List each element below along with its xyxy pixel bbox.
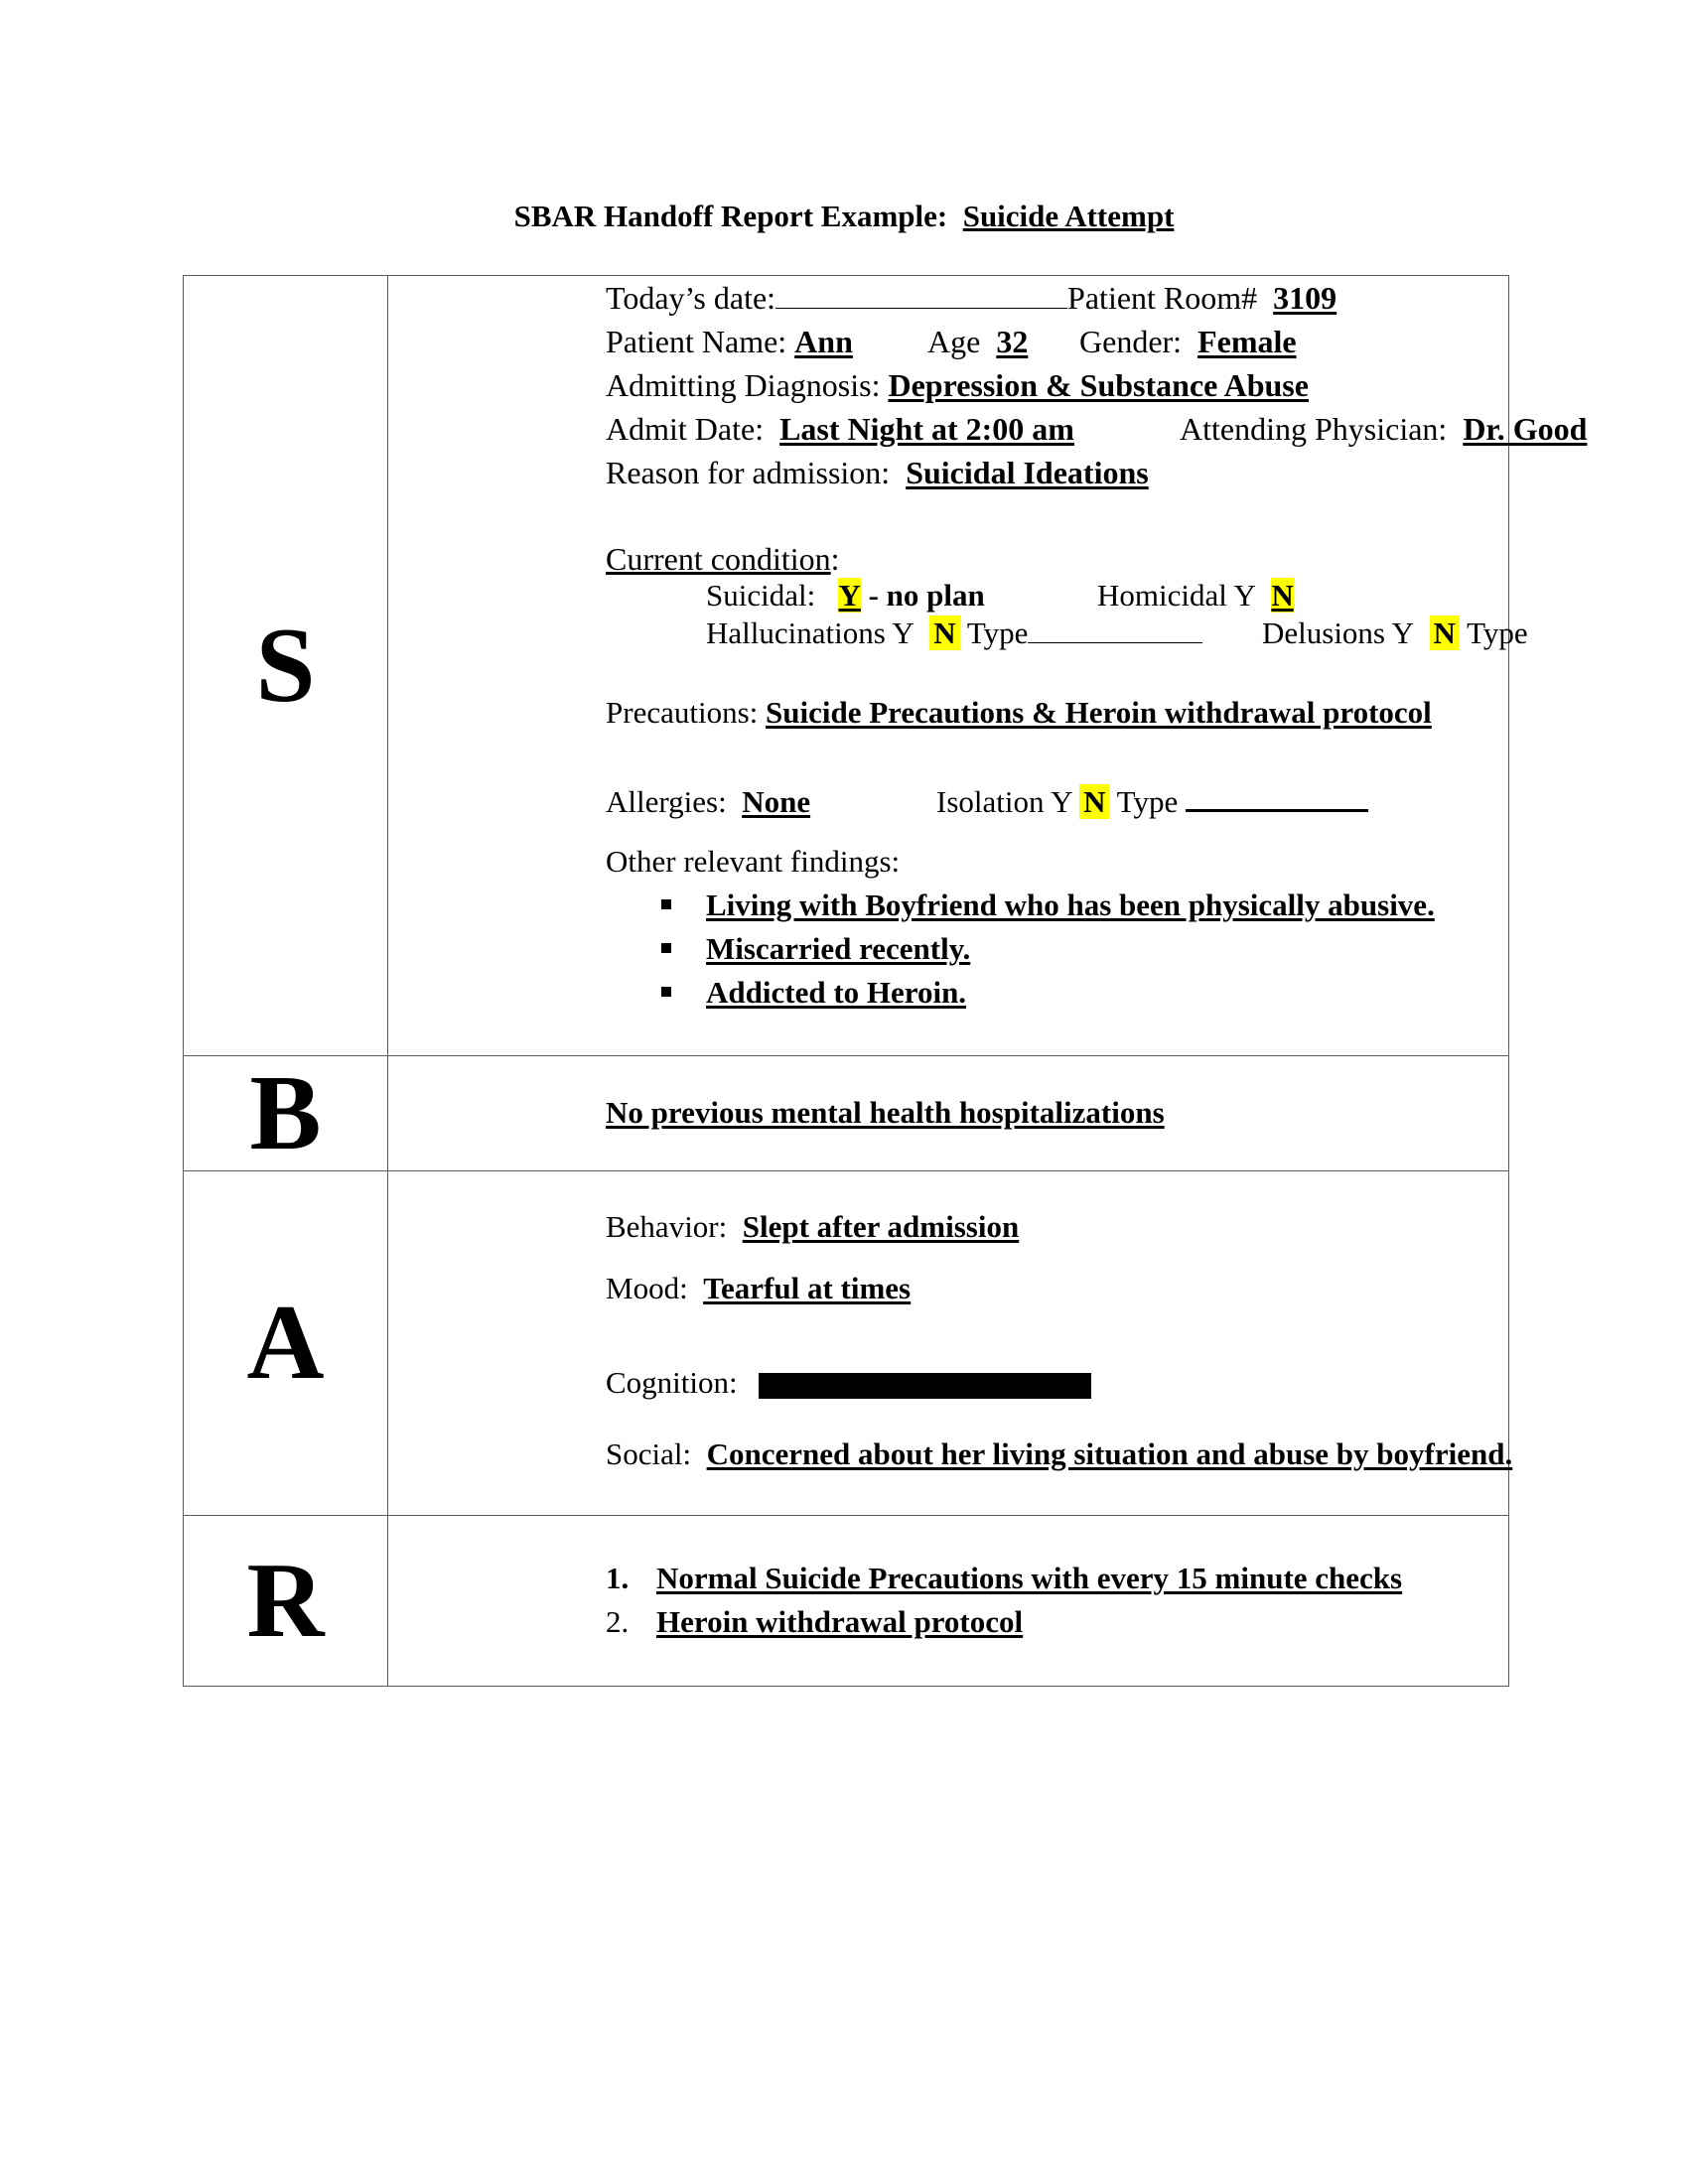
recommendation-text-1: Normal Suicide Precautions with every 15 minute checks	[656, 1561, 1403, 1595]
todays-date-field[interactable]	[775, 284, 1067, 309]
delusions-label: Delusions Y	[1262, 615, 1414, 650]
patient-name-line	[606, 322, 853, 361]
bullet-icon	[661, 943, 671, 953]
recommendation-num-1: 1.	[606, 1561, 630, 1595]
attending-physician-value: Dr. Good	[1463, 411, 1588, 447]
admit-date-value: Last Night at 2:00 am	[779, 411, 1074, 447]
patient-room-label: Patient Room#	[1067, 280, 1258, 316]
recommendation-text-2: Heroin withdrawal protocol	[656, 1604, 1024, 1639]
attending-physician-label: Attending Physician:	[1180, 411, 1448, 447]
age-value: 32	[996, 324, 1029, 359]
reason-label: Reason for admission:	[606, 455, 891, 490]
allergies-line	[606, 782, 810, 822]
title-topic: Suicide Attempt	[962, 199, 1175, 233]
hallucinations-line	[706, 614, 1202, 653]
assessment-content	[388, 1171, 1513, 1516]
admitting-diagnosis-line	[606, 365, 1309, 405]
patient-room-value: 3109	[1273, 280, 1337, 316]
background-letter: B	[184, 1056, 388, 1171]
background-row	[184, 1056, 1509, 1171]
situation-content	[388, 276, 1588, 1056]
homicidal-label: Homicidal Y	[1097, 578, 1256, 613]
reason-value: Suicidal Ideations	[906, 455, 1149, 490]
background-content	[388, 1056, 1509, 1171]
todays-date-label: Today’s date:	[606, 280, 776, 316]
admitting-diagnosis-label: Admitting Diagnosis:	[606, 367, 881, 403]
hallucinations-answer: N	[929, 615, 959, 650]
behavior-label: Behavior:	[606, 1209, 728, 1244]
isolation-label: Isolation Y	[936, 784, 1072, 819]
admit-date-label: Admit Date:	[606, 411, 765, 447]
finding-3: Addicted to Heroin.	[706, 975, 967, 1010]
finding-item	[706, 929, 970, 969]
current-condition-label: Current condition	[606, 541, 831, 577]
recommendation-item-text	[656, 1559, 1402, 1598]
document-title	[0, 195, 1688, 238]
situation-letter: S	[184, 276, 388, 1056]
cognition-line	[606, 1363, 1091, 1403]
allergies-label: Allergies:	[606, 784, 727, 819]
social-value: Concerned about her living situation and abuse by boyfriend.	[706, 1436, 1513, 1471]
delusions-answer: N	[1430, 615, 1460, 650]
title-prefix: SBAR Handoff Report Example:	[513, 199, 948, 233]
isolation-type-label: Type	[1116, 784, 1179, 819]
todays-date-line	[606, 278, 1336, 318]
behavior-value: Slept after admission	[742, 1209, 1020, 1244]
suicidal-answer: Y	[838, 578, 861, 613]
other-findings-label: Other relevant findings:	[606, 844, 901, 879]
admit-date-line	[606, 409, 1074, 449]
suicidal-label: Suicidal:	[706, 578, 816, 613]
recommendation-item	[606, 1602, 629, 1642]
social-line	[606, 1434, 1512, 1474]
reason-line	[606, 453, 1149, 492]
other-findings-line	[606, 842, 900, 882]
recommendation-item-text	[656, 1602, 1023, 1642]
delusions-type-label: Type	[1467, 615, 1528, 650]
gender-value: Female	[1197, 324, 1297, 359]
behavior-line	[606, 1207, 1019, 1247]
hallucinations-type-field[interactable]	[1028, 618, 1202, 643]
isolation-type-field[interactable]	[1186, 785, 1368, 812]
mood-label: Mood:	[606, 1271, 688, 1305]
isolation-answer: N	[1079, 784, 1109, 819]
finding-item	[706, 886, 1435, 925]
assessment-letter: A	[184, 1171, 388, 1516]
recommendation-content	[388, 1516, 1509, 1687]
age-line	[927, 322, 1028, 361]
situation-row	[184, 276, 1509, 1056]
delusions-line	[1262, 614, 1528, 653]
precautions-line	[606, 693, 1432, 733]
social-label: Social:	[606, 1436, 692, 1471]
cognition-label: Cognition:	[606, 1365, 738, 1400]
recommendation-num-2: 2.	[606, 1604, 630, 1639]
recommendation-row	[184, 1516, 1509, 1687]
current-condition-line: Current condition:	[606, 541, 840, 577]
gender-label: Gender:	[1079, 324, 1183, 359]
assessment-row	[184, 1171, 1509, 1516]
hallucinations-label: Hallucinations Y	[706, 615, 914, 650]
age-label: Age	[927, 324, 981, 359]
gender-line	[1079, 322, 1297, 361]
finding-item	[706, 973, 966, 1013]
recommendation-letter: R	[184, 1516, 388, 1687]
admitting-diagnosis-value: Depression & Substance Abuse	[888, 367, 1309, 403]
patient-name-label: Patient Name:	[606, 324, 787, 359]
bullet-icon	[661, 899, 671, 909]
isolation-line	[936, 782, 1368, 822]
recommendation-item	[606, 1559, 629, 1598]
background-text: No previous mental health hospitalizations	[606, 1095, 1165, 1130]
precautions-label: Precautions:	[606, 695, 759, 730]
attending-physician-line	[1180, 409, 1587, 449]
background-line	[606, 1093, 1165, 1133]
suicidal-line	[706, 576, 985, 615]
allergies-value: None	[742, 784, 811, 819]
mood-line	[606, 1269, 911, 1308]
mood-value: Tearful at times	[703, 1271, 912, 1305]
suicidal-note: - no plan	[868, 578, 985, 613]
hallucinations-type-label: Type	[966, 615, 1029, 650]
homicidal-answer: N	[1271, 578, 1294, 613]
finding-1: Living with Boyfriend who has been physically abusive.	[706, 887, 1435, 922]
finding-2: Miscarried recently.	[706, 931, 971, 966]
precautions-value: Suicide Precautions & Heroin withdrawal protocol	[766, 695, 1432, 730]
bullet-icon	[661, 987, 671, 997]
patient-name-value: Ann	[794, 324, 853, 359]
cognition-value-redacted: Themes of hopelessness	[759, 1373, 1091, 1399]
sbar-table	[183, 275, 1588, 1687]
homicidal-line	[1097, 576, 1294, 615]
